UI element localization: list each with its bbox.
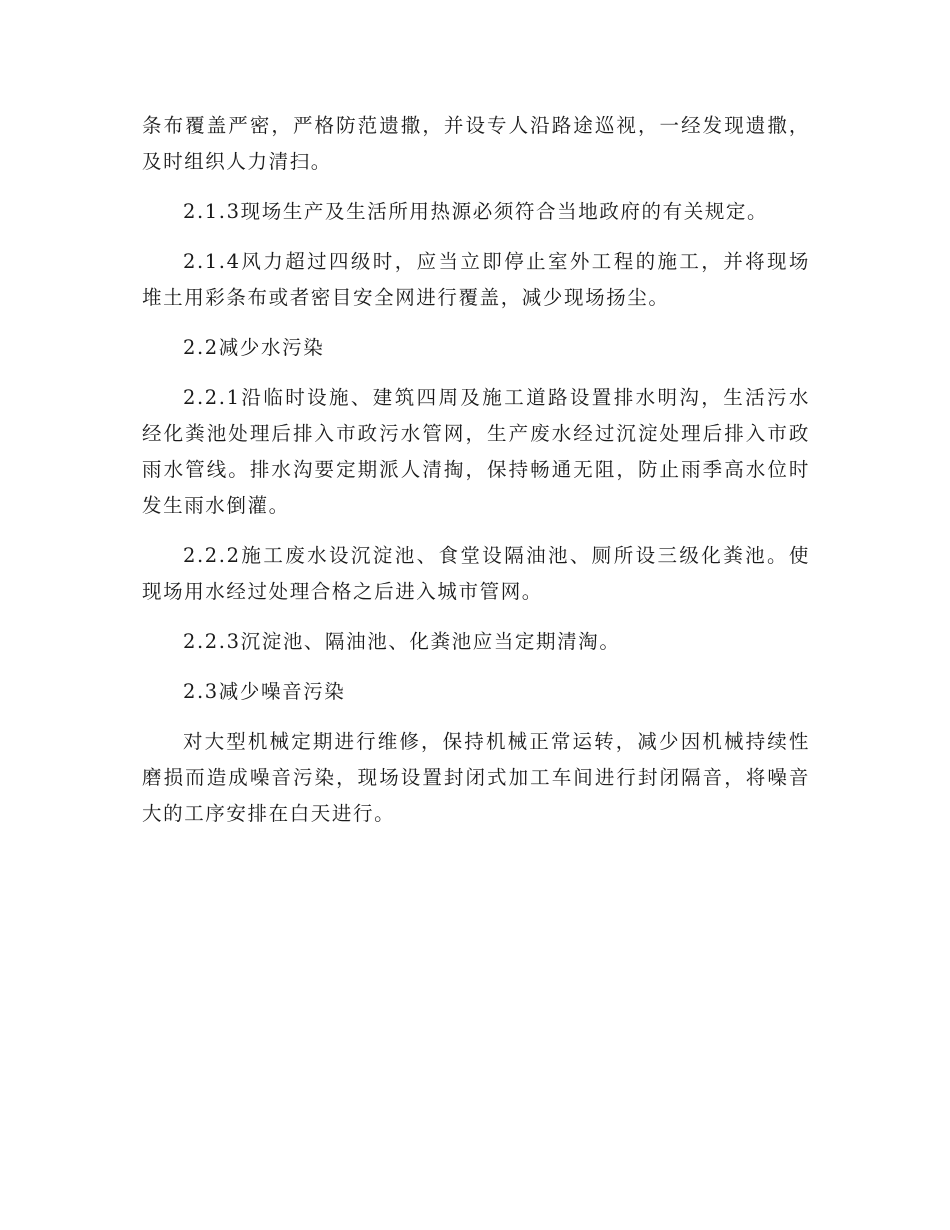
paragraph-2-1-3: 2.1.3现场生产及生活所用热源必须符合当地政府的有关规定。 — [183, 200, 769, 223]
section-heading-2-2: 2.2减少水污染 — [183, 336, 325, 359]
document-page — [142, 108, 810, 846]
paragraph-2-2-2: 2.2.2施工废水设沉淀池、食堂设隔油池、厕所设三级化粪池。使现场用水经过处理合格之后进入城市管网。 — [142, 544, 810, 603]
paragraph-2-2-1: 2.2.1沿临时设施、建筑四周及施工道路设置排水明沟，生活污水经化粪池处理后排入市政污水管网，生产废水经过沉淀处理后排入市政雨水管线。排水沟要定期派人清掏，保持畅通无阻，防止雨季高水位时发生雨水倒灌。 — [142, 386, 810, 517]
paragraph-2-1-4: 2.1.4风力超过四级时，应当立即停止室外工程的施工，并将现场堆土用彩条布或者密目安全网进行覆盖，减少现场扬尘。 — [142, 250, 810, 309]
paragraph-continuation: 条布覆盖严密，严格防范遗撒，并设专人沿路途巡视，一经发现遗撒，及时组织人力清扫。 — [142, 114, 810, 173]
paragraph-noise-measures: 对大型机械定期进行维修，保持机械正常运转，减少因机械持续性磨损而造成噪音污染，现场设置封闭式加工车间进行封闭隔音，将噪音大的工序安排在白天进行。 — [142, 730, 810, 825]
paragraph-2-2-3: 2.2.3沉淀池、隔油池、化粪池应当定期清淘。 — [183, 630, 621, 653]
section-heading-2-3: 2.3减少噪音污染 — [183, 680, 346, 703]
